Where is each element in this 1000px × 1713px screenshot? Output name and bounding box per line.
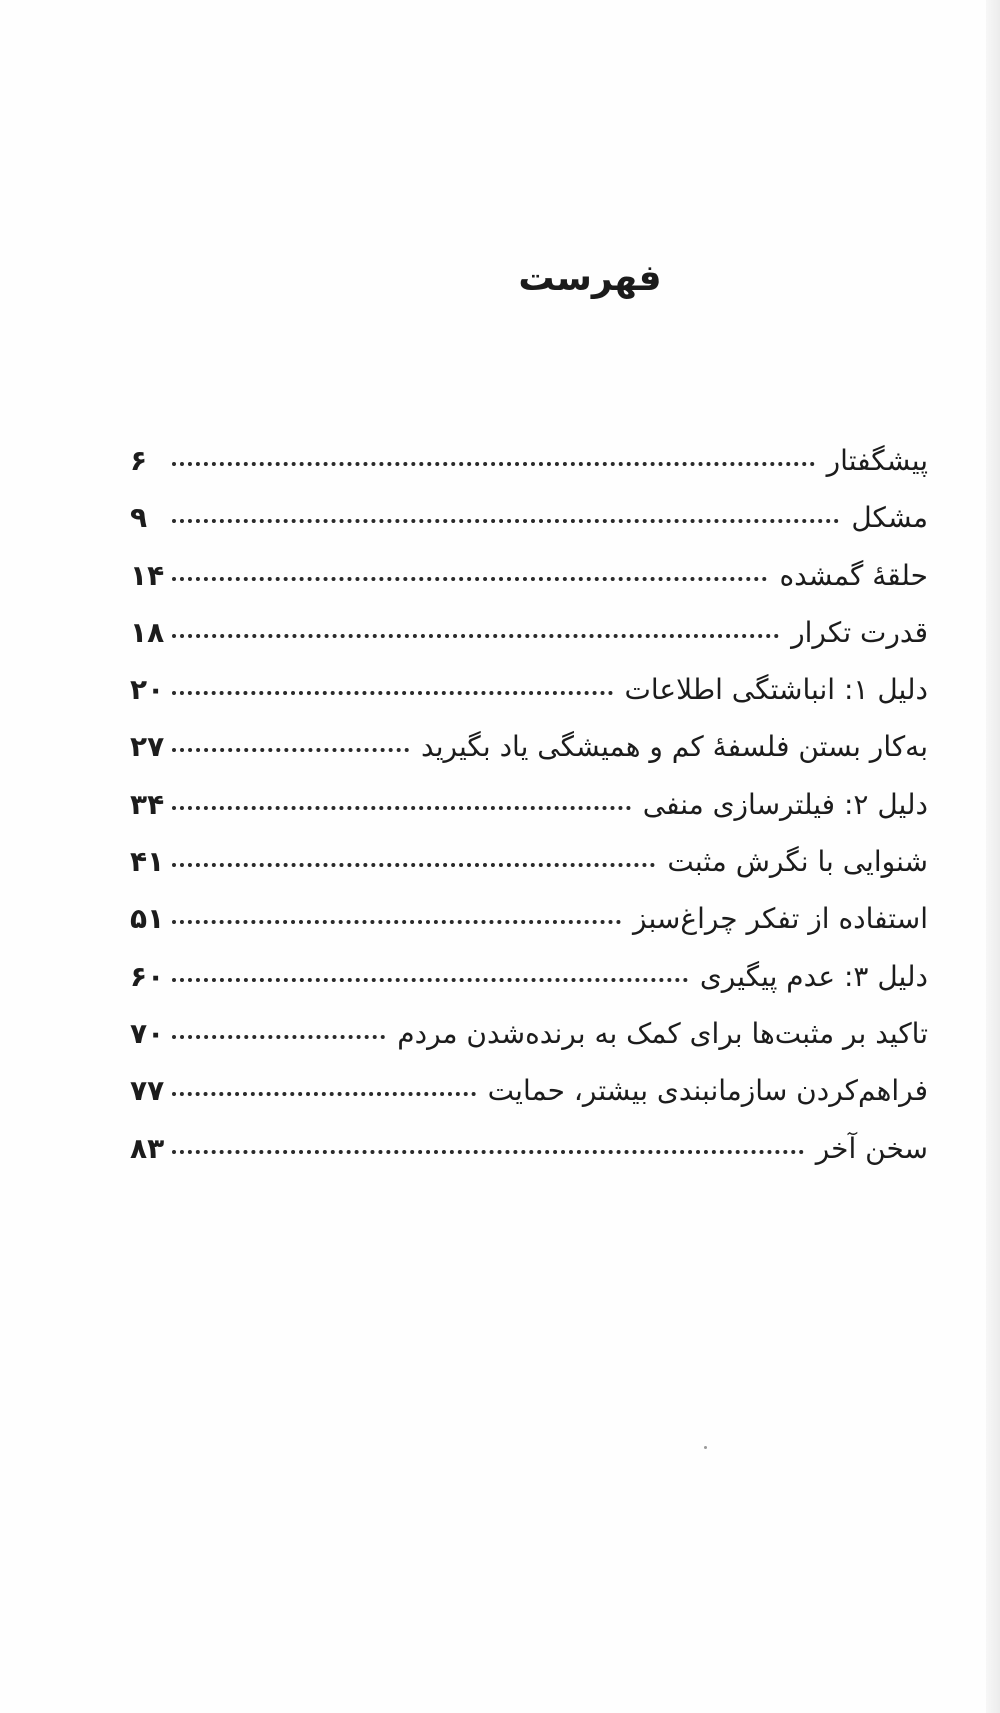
toc-entry-title: مشکل xyxy=(851,501,928,535)
dot-leader xyxy=(172,806,631,810)
toc-entry xyxy=(130,1132,928,1189)
toc-entry-page: ۹ xyxy=(130,501,148,535)
dot-leader xyxy=(172,978,688,982)
toc-entry-page: ۷۰ xyxy=(130,1016,165,1050)
toc-entry xyxy=(130,1017,928,1074)
toc-entry xyxy=(130,845,928,902)
toc-entry-title: قدرت تکرار xyxy=(791,615,928,649)
toc-entry xyxy=(130,788,928,845)
toc-entry-page: ۲۷ xyxy=(130,730,165,764)
toc-entry-title: شنوایی با نگرش مثبت xyxy=(667,845,928,879)
toc-entry xyxy=(130,902,928,959)
paper-speck xyxy=(704,1446,707,1449)
dot-leader xyxy=(172,920,621,924)
toc-entry-title: تاکید بر مثبت‌ها برای کمک به برنده‌شدن مردم xyxy=(397,1016,928,1050)
dot-leader xyxy=(172,1092,475,1096)
dot-leader xyxy=(172,634,779,638)
dot-leader xyxy=(172,691,612,695)
page-edge-shadow xyxy=(986,0,1000,1713)
toc-entry-title: استفاده از تفکر چراغ‌سبز xyxy=(633,902,928,936)
dot-leader xyxy=(172,519,839,523)
toc-entry-page: ۶ xyxy=(130,444,148,477)
dot-leader xyxy=(172,863,655,867)
toc-entry-page: ۱۴ xyxy=(130,558,165,592)
toc-entry xyxy=(130,1074,928,1131)
dot-leader xyxy=(172,1150,804,1154)
toc-entry-title: دلیل ۳: عدم پیگیری xyxy=(699,959,928,993)
toc-title: فهرست xyxy=(518,258,662,299)
toc-entry-title: سخن آخر xyxy=(815,1131,928,1165)
toc-entry xyxy=(130,559,928,616)
toc-entry-page: ۴۱ xyxy=(130,845,165,879)
dot-leader xyxy=(172,577,767,581)
toc-entry-title: پیشگفتار xyxy=(826,444,928,477)
toc-entry-title: فراهم‌کردن سازمانبندی بیشتر، حمایت xyxy=(487,1074,928,1108)
toc-entry-page: ۳۴ xyxy=(130,787,165,821)
toc-entry xyxy=(130,730,928,787)
toc-entry-page: ۵۱ xyxy=(130,902,165,936)
toc-entry-page: ۸۳ xyxy=(130,1131,165,1165)
dot-leader xyxy=(172,462,815,466)
dot-leader xyxy=(172,1035,385,1039)
toc-entry xyxy=(130,616,928,673)
toc-entry-page: ۲۰ xyxy=(130,673,165,707)
toc-entry xyxy=(130,673,928,730)
table-of-contents xyxy=(130,444,928,1189)
toc-entry-title: دلیل ۲: فیلترسازی منفی xyxy=(642,787,928,821)
toc-entry-page: ۷۷ xyxy=(130,1074,165,1108)
toc-entry-page: ۶۰ xyxy=(130,959,165,993)
dot-leader xyxy=(172,748,409,752)
toc-entry-title: به‌کار بستن فلسفهٔ کم و همیشگی یاد بگیرید xyxy=(421,730,928,764)
toc-entry-title: دلیل ۱: انباشتگی اطلاعات xyxy=(624,673,928,707)
toc-entry-title: حلقهٔ گمشده xyxy=(779,558,928,592)
toc-entry xyxy=(130,960,928,1017)
toc-entry-page: ۱۸ xyxy=(130,615,165,649)
toc-entry xyxy=(130,501,928,558)
toc-entry xyxy=(130,444,928,501)
